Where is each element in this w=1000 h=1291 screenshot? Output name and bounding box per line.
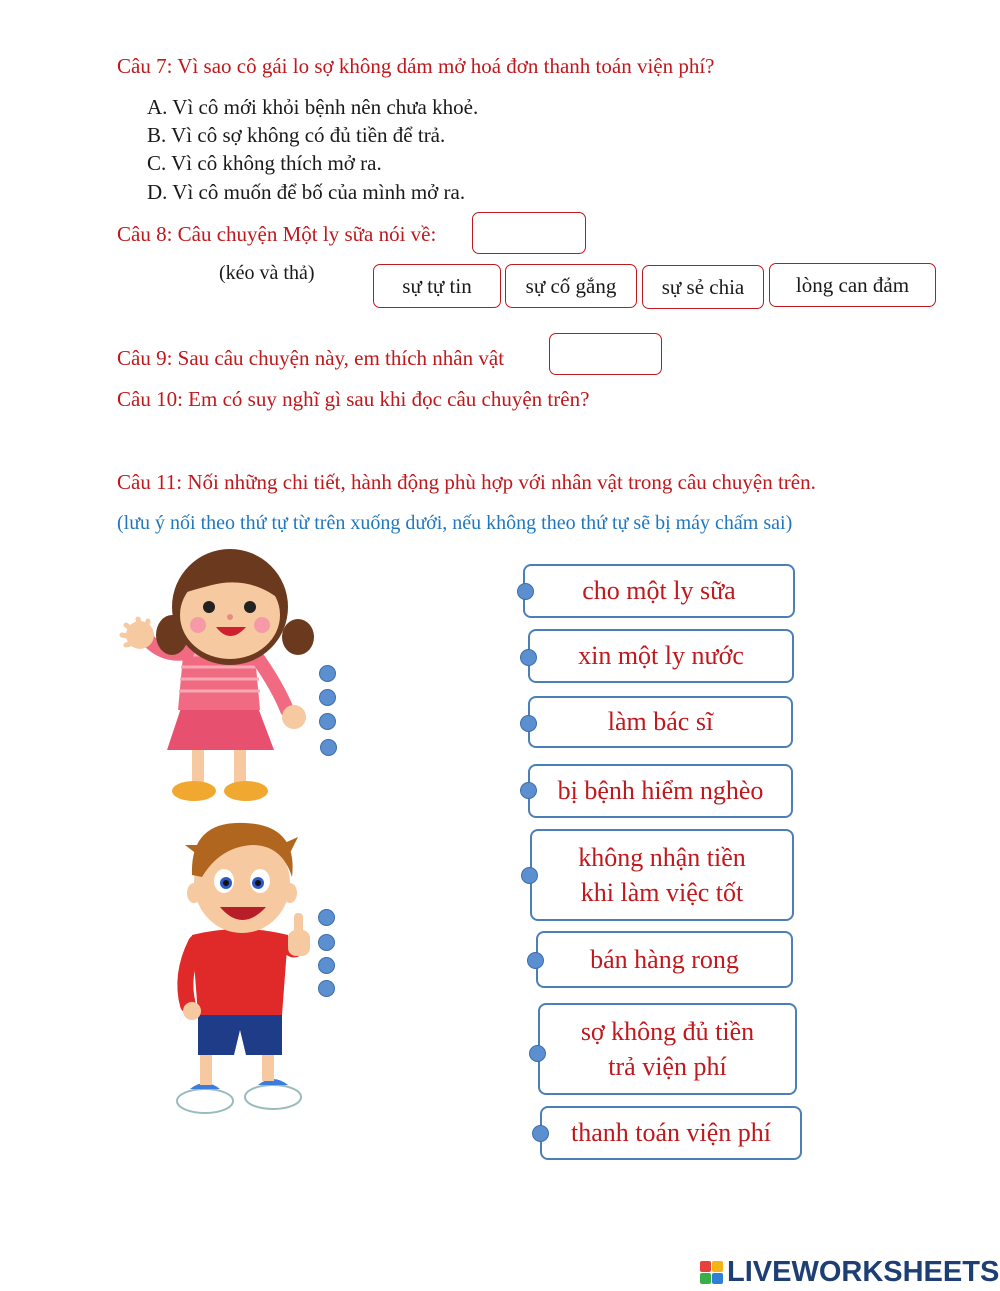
match-item-lam-bac-si[interactable]: làm bác sĩ — [528, 696, 793, 748]
q8-question: Câu 8: Câu chuyện Một ly sữa nói về: — [117, 222, 437, 246]
match-item-so-khong-du-tien[interactable]: sợ không đủ tiền trả viện phí — [538, 1003, 797, 1095]
boy-connector-dot-1[interactable] — [318, 909, 335, 926]
girl-connector-dot-4[interactable] — [320, 739, 337, 756]
girl-character — [112, 545, 322, 807]
q7-question: Câu 7: Vì sao cô gái lo sợ không dám mở hoá đơn thanh toán viện phí? — [117, 54, 715, 78]
q11-note: (lưu ý nối theo thứ tự từ trên xuống dưới, nếu không theo thứ tự sẽ bị máy chấm sai) — [117, 512, 793, 534]
q8-drop-box[interactable] — [472, 212, 586, 254]
girl-connector-dot-3[interactable] — [319, 713, 336, 730]
liveworksheets-logo[interactable] — [700, 1256, 999, 1289]
boy-connector-dot-2[interactable] — [318, 934, 335, 951]
drag-choice-tu-tin[interactable]: sự tự tin — [373, 264, 501, 308]
match-item-xin-ly-nuoc[interactable]: xin một ly nước — [528, 629, 794, 683]
match-dot-6[interactable] — [527, 952, 544, 969]
drag-choice-se-chia[interactable]: sự sẻ chia — [642, 265, 764, 309]
match-dot-5[interactable] — [521, 867, 538, 884]
liveworksheets-logo-icon — [700, 1261, 723, 1284]
match-dot-3[interactable] — [520, 715, 537, 732]
q7-option-c[interactable]: C. Vì cô không thích mở ra. — [147, 151, 382, 175]
drag-choice-co-gang[interactable]: sự cố gắng — [505, 264, 637, 308]
girl-connector-dot-2[interactable] — [319, 689, 336, 706]
match-dot-4[interactable] — [520, 782, 537, 799]
match-item-khong-nhan-tien[interactable]: không nhận tiền khi làm việc tốt — [530, 829, 794, 921]
match-item-ban-hang-rong[interactable]: bán hàng rong — [536, 931, 793, 988]
match-dot-1[interactable] — [517, 583, 534, 600]
girl-connector-dot-1[interactable] — [319, 665, 336, 682]
boy-character — [170, 815, 315, 1120]
q7-option-b[interactable]: B. Vì cô sợ không có đủ tiền để trả. — [147, 123, 446, 147]
drag-choice-can-dam[interactable]: lòng can đảm — [769, 263, 936, 307]
q7-option-d[interactable]: D. Vì cô muốn để bố của mình mở ra. — [147, 180, 466, 204]
match-dot-8[interactable] — [532, 1125, 549, 1142]
brand-name: LIVEWORKSHEETS — [727, 1256, 1000, 1288]
match-item-thanh-toan-vien-phi[interactable]: thanh toán viện phí — [540, 1106, 802, 1160]
match-item-benh-hiem-ngheo[interactable]: bị bệnh hiểm nghèo — [528, 764, 793, 818]
q7-option-a[interactable]: A. Vì cô mới khỏi bệnh nên chưa khoẻ. — [147, 95, 479, 119]
match-dot-2[interactable] — [520, 649, 537, 666]
q11-question: Câu 11: Nối những chi tiết, hành động phù hợp với nhân vật trong câu chuyện trên. — [117, 470, 816, 494]
boy-connector-dot-4[interactable] — [318, 980, 335, 997]
q10-question: Câu 10: Em có suy nghĩ gì sau khi đọc câu chuyện trên? — [117, 387, 590, 411]
match-item-cho-ly-sua[interactable]: cho một ly sữa — [523, 564, 795, 618]
boy-connector-dot-3[interactable] — [318, 957, 335, 974]
q8-hint: (kéo và thả) — [219, 262, 315, 284]
q9-question: Câu 9: Sau câu chuyện này, em thích nhân vật — [117, 346, 505, 370]
match-dot-7[interactable] — [529, 1045, 546, 1062]
q9-answer-box[interactable] — [549, 333, 662, 375]
